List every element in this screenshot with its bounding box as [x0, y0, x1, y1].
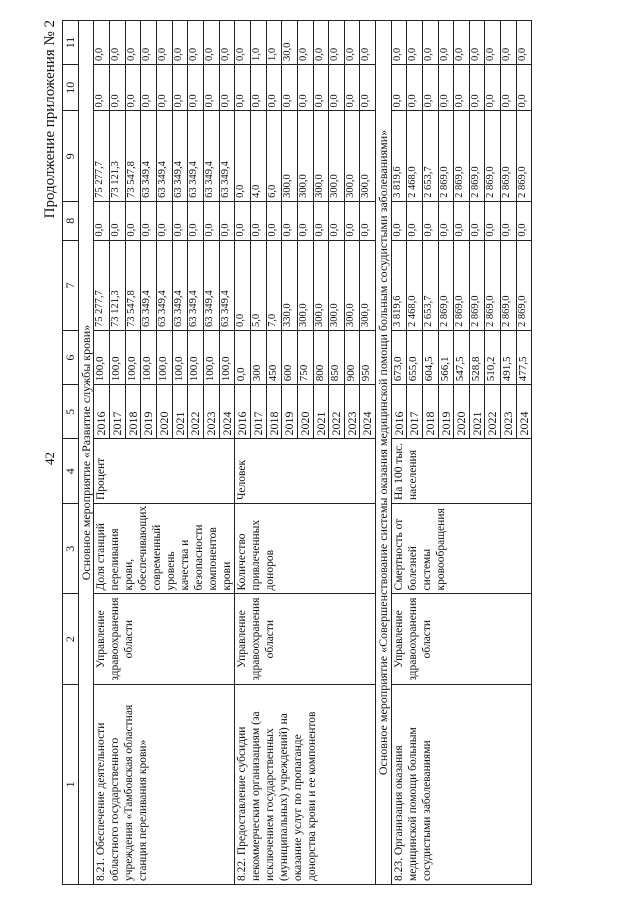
- value-cell: 0,0: [485, 201, 501, 240]
- value-cell: 0,0: [125, 21, 141, 65]
- table-body: [78, 21, 532, 885]
- value-cell: 0,0: [156, 21, 172, 65]
- value-cell: 0,0: [501, 201, 517, 240]
- section-header-row: [78, 21, 94, 885]
- value-cell: 300: [251, 331, 267, 385]
- value-cell: 0,0: [172, 21, 188, 65]
- value-cell: 300,0: [329, 240, 345, 330]
- value-cell: 0,0: [125, 65, 141, 111]
- value-cell: 100,0: [156, 331, 172, 385]
- year-cell: 2019: [282, 385, 298, 439]
- value-cell: 0,0: [219, 21, 235, 65]
- value-cell: 2 869,0: [469, 111, 485, 201]
- year-cell: 2023: [501, 385, 517, 439]
- value-cell: 2 468,0: [407, 111, 423, 201]
- col-header: 4: [63, 439, 79, 504]
- value-cell: 0,0: [438, 201, 454, 240]
- value-cell: 0,0: [156, 65, 172, 111]
- unit-of-measure: Процент: [94, 439, 235, 504]
- year-cell: 2016: [391, 385, 407, 439]
- year-cell: 2020: [454, 385, 470, 439]
- year-cell: 2017: [109, 385, 125, 439]
- activity-name: 8.22. Предоставление субсидии некоммерческим организациям (за исключением государственных (муниципальных) учреждений) на оказание услуг по пропаганде донорства крови и ее компонентов: [235, 684, 376, 884]
- value-cell: 1,0: [266, 21, 282, 65]
- value-cell: 0,0: [391, 201, 407, 240]
- value-cell: 0,0: [297, 201, 313, 240]
- value-cell: 73 121,3: [109, 240, 125, 330]
- value-cell: 63 349,4: [188, 111, 204, 201]
- value-cell: 63 349,4: [156, 111, 172, 201]
- value-cell: 0,0: [251, 65, 267, 111]
- value-cell: 750: [297, 331, 313, 385]
- value-cell: 0,0: [391, 21, 407, 65]
- value-cell: 673,0: [391, 331, 407, 385]
- value-cell: 2 869,0: [438, 111, 454, 201]
- value-cell: 604,5: [422, 331, 438, 385]
- value-cell: 300,0: [360, 111, 376, 201]
- col-header: 6: [63, 331, 79, 385]
- col-header: 7: [63, 240, 79, 330]
- value-cell: 300,0: [329, 111, 345, 201]
- col-header: 5: [63, 385, 79, 439]
- section-header-row: [376, 21, 392, 885]
- year-cell: 2022: [485, 385, 501, 439]
- year-cell: 2017: [407, 385, 423, 439]
- executor: Управление здравоохранения области: [94, 594, 235, 684]
- value-cell: 0,0: [407, 201, 423, 240]
- year-cell: 2016: [235, 385, 251, 439]
- value-cell: 3 819,6: [391, 111, 407, 201]
- year-cell: 2019: [438, 385, 454, 439]
- value-cell: 0,0: [329, 65, 345, 111]
- value-cell: 0,0: [501, 21, 517, 65]
- program-table: [62, 20, 532, 885]
- value-cell: 0,0: [516, 21, 532, 65]
- year-cell: 2021: [172, 385, 188, 439]
- value-cell: 0,0: [360, 201, 376, 240]
- value-cell: 100,0: [203, 331, 219, 385]
- value-cell: 63 349,4: [188, 240, 204, 330]
- value-cell: 63 349,4: [172, 240, 188, 330]
- value-cell: 2 869,0: [501, 111, 517, 201]
- value-cell: 63 349,4: [219, 111, 235, 201]
- value-cell: 0,0: [235, 21, 251, 65]
- value-cell: 450: [266, 331, 282, 385]
- value-cell: 330,0: [282, 240, 298, 330]
- value-cell: 477,5: [516, 331, 532, 385]
- value-cell: 300,0: [297, 240, 313, 330]
- value-cell: 0,0: [438, 65, 454, 111]
- table-row: [94, 21, 110, 885]
- value-cell: 0,0: [188, 201, 204, 240]
- value-cell: 300,0: [313, 111, 329, 201]
- value-cell: 0,0: [251, 201, 267, 240]
- year-cell: 2018: [266, 385, 282, 439]
- value-cell: 0,0: [469, 65, 485, 111]
- value-cell: 100,0: [172, 331, 188, 385]
- value-cell: 3 819,6: [391, 240, 407, 330]
- section-title: Основное мероприятие «Совершенствование системы оказания медицинской помощи больным сосудистыми заболеваниями»: [376, 21, 392, 885]
- value-cell: 63 349,4: [172, 111, 188, 201]
- value-cell: 300,0: [360, 240, 376, 330]
- value-cell: 0,0: [188, 65, 204, 111]
- value-cell: 0,0: [235, 331, 251, 385]
- value-cell: 0,0: [391, 65, 407, 111]
- value-cell: 0,0: [329, 201, 345, 240]
- value-cell: 0,0: [203, 201, 219, 240]
- year-cell: 2018: [125, 385, 141, 439]
- value-cell: 600: [282, 331, 298, 385]
- value-cell: 0,0: [313, 201, 329, 240]
- value-cell: 0,0: [297, 21, 313, 65]
- value-cell: 0,0: [297, 65, 313, 111]
- value-cell: 0,0: [485, 21, 501, 65]
- year-cell: 2020: [297, 385, 313, 439]
- year-cell: 2017: [251, 385, 267, 439]
- value-cell: 300,0: [344, 111, 360, 201]
- value-cell: 100,0: [125, 331, 141, 385]
- value-cell: 0,0: [344, 201, 360, 240]
- table-row: [235, 21, 251, 885]
- value-cell: 0,0: [422, 21, 438, 65]
- value-cell: 100,0: [219, 331, 235, 385]
- year-cell: 2023: [344, 385, 360, 439]
- col-header: 8: [63, 201, 79, 240]
- value-cell: 547,5: [454, 331, 470, 385]
- value-cell: 63 349,4: [219, 240, 235, 330]
- value-cell: 0,0: [407, 65, 423, 111]
- value-cell: 0,0: [94, 65, 110, 111]
- value-cell: 63 349,4: [141, 240, 157, 330]
- value-cell: 0,0: [125, 201, 141, 240]
- value-cell: 7,0: [266, 240, 282, 330]
- indicator-name: Количество привлеченных доноров: [235, 504, 376, 594]
- value-cell: 0,0: [454, 201, 470, 240]
- col-header: 11: [63, 21, 79, 65]
- value-cell: 0,0: [109, 201, 125, 240]
- value-cell: 0,0: [188, 21, 204, 65]
- value-cell: 100,0: [141, 331, 157, 385]
- value-cell: 950: [360, 331, 376, 385]
- value-cell: 0,0: [109, 65, 125, 111]
- value-cell: 100,0: [94, 331, 110, 385]
- value-cell: 0,0: [438, 21, 454, 65]
- value-cell: 2 869,0: [485, 111, 501, 201]
- value-cell: 2 869,0: [454, 111, 470, 201]
- value-cell: 0,0: [313, 65, 329, 111]
- year-cell: 2023: [203, 385, 219, 439]
- value-cell: 100,0: [188, 331, 204, 385]
- value-cell: 0,0: [469, 21, 485, 65]
- page-number: 42: [42, 452, 57, 465]
- value-cell: 0,0: [360, 21, 376, 65]
- activity-name: 8.23. Организация оказания медицинской помощи больным сосудистыми заболеваниями: [391, 684, 532, 884]
- year-cell: 2024: [360, 385, 376, 439]
- table-row: [391, 21, 407, 885]
- value-cell: 0,0: [422, 65, 438, 111]
- year-cell: 2024: [516, 385, 532, 439]
- section-title: Основное мероприятие «Развитие службы крови»: [78, 21, 94, 885]
- indicator-name: Смертность от болезней системы кровообращения: [391, 504, 532, 594]
- value-cell: 0,0: [282, 201, 298, 240]
- year-cell: 2019: [141, 385, 157, 439]
- value-cell: 0,0: [516, 65, 532, 111]
- value-cell: 4,0: [251, 111, 267, 201]
- value-cell: 900: [344, 331, 360, 385]
- value-cell: 75 277,7: [94, 240, 110, 330]
- year-cell: 2021: [469, 385, 485, 439]
- col-header: 10: [63, 65, 79, 111]
- value-cell: 0,0: [141, 21, 157, 65]
- col-header: 2: [63, 594, 79, 684]
- col-header: 9: [63, 111, 79, 201]
- value-cell: 2 653,7: [422, 240, 438, 330]
- value-cell: 6,0: [266, 111, 282, 201]
- value-cell: 0,0: [266, 201, 282, 240]
- year-cell: 2016: [94, 385, 110, 439]
- value-cell: 0,0: [219, 65, 235, 111]
- year-cell: 2024: [219, 385, 235, 439]
- value-cell: 0,0: [344, 21, 360, 65]
- value-cell: 0,0: [469, 201, 485, 240]
- value-cell: 1,0: [251, 21, 267, 65]
- value-cell: 0,0: [219, 201, 235, 240]
- value-cell: 73 121,3: [109, 111, 125, 201]
- value-cell: 850: [329, 331, 345, 385]
- year-cell: 2021: [313, 385, 329, 439]
- value-cell: 100,0: [109, 331, 125, 385]
- executor: Управление здравоохранения области: [235, 594, 376, 684]
- value-cell: 510,2: [485, 331, 501, 385]
- value-cell: 63 349,4: [203, 240, 219, 330]
- value-cell: 73 547,8: [125, 240, 141, 330]
- value-cell: 300,0: [313, 240, 329, 330]
- value-cell: 491,5: [501, 331, 517, 385]
- value-cell: 5,0: [251, 240, 267, 330]
- value-cell: 2 869,0: [454, 240, 470, 330]
- col-header: 1: [63, 684, 79, 884]
- value-cell: 0,0: [485, 65, 501, 111]
- year-cell: 2018: [422, 385, 438, 439]
- value-cell: 300,0: [344, 240, 360, 330]
- unit-of-measure: Человек: [235, 439, 376, 504]
- value-cell: 566,1: [438, 331, 454, 385]
- value-cell: 0,0: [266, 65, 282, 111]
- value-cell: 0,0: [94, 21, 110, 65]
- value-cell: 0,0: [203, 65, 219, 111]
- value-cell: 0,0: [156, 201, 172, 240]
- value-cell: 63 349,4: [156, 240, 172, 330]
- value-cell: 2 869,0: [485, 240, 501, 330]
- value-cell: 528,8: [469, 331, 485, 385]
- value-cell: 75 277,7: [94, 111, 110, 201]
- value-cell: 0,0: [203, 21, 219, 65]
- value-cell: 300,0: [297, 111, 313, 201]
- value-cell: 0,0: [172, 65, 188, 111]
- value-cell: 0,0: [501, 65, 517, 111]
- unit-of-measure: На 100 тыс. населения: [391, 439, 532, 504]
- year-cell: 2020: [156, 385, 172, 439]
- value-cell: 655,0: [407, 331, 423, 385]
- value-cell: 0,0: [329, 21, 345, 65]
- value-cell: 0,0: [235, 65, 251, 111]
- activity-name: 8.21. Обеспечение деятельности областного государственного учреждения «Тамбовская областная станция переливания крови»: [94, 684, 235, 884]
- value-cell: 0,0: [235, 111, 251, 201]
- value-cell: 2 468,0: [407, 240, 423, 330]
- value-cell: 0,0: [172, 201, 188, 240]
- value-cell: 800: [313, 331, 329, 385]
- col-header: 3: [63, 504, 79, 594]
- value-cell: 2 869,0: [516, 240, 532, 330]
- column-number-row: [63, 21, 79, 885]
- year-cell: 2022: [329, 385, 345, 439]
- value-cell: 0,0: [282, 65, 298, 111]
- year-cell: 2022: [188, 385, 204, 439]
- value-cell: 0,0: [360, 65, 376, 111]
- value-cell: 2 653,7: [422, 111, 438, 201]
- value-cell: 0,0: [235, 201, 251, 240]
- value-cell: 0,0: [141, 201, 157, 240]
- value-cell: 0,0: [344, 65, 360, 111]
- value-cell: 0,0: [516, 201, 532, 240]
- value-cell: 2 869,0: [516, 111, 532, 201]
- value-cell: 0,0: [454, 65, 470, 111]
- executor: Управление здравоохранения области: [391, 594, 532, 684]
- value-cell: 2 869,0: [438, 240, 454, 330]
- indicator-name: Доля станций переливания крови, обеспечивающих современный уровень качества и безопасности компонентов крови: [94, 504, 235, 594]
- value-cell: 0,0: [109, 21, 125, 65]
- value-cell: 0,0: [313, 21, 329, 65]
- value-cell: 300,0: [282, 111, 298, 201]
- value-cell: 0,0: [141, 65, 157, 111]
- value-cell: 0,0: [235, 240, 251, 330]
- value-cell: 30,0: [282, 21, 298, 65]
- value-cell: 0,0: [454, 21, 470, 65]
- value-cell: 0,0: [422, 201, 438, 240]
- value-cell: 0,0: [407, 21, 423, 65]
- value-cell: 2 869,0: [501, 240, 517, 330]
- value-cell: 0,0: [94, 201, 110, 240]
- value-cell: 2 869,0: [469, 240, 485, 330]
- value-cell: 73 547,8: [125, 111, 141, 201]
- appendix-header: Продолжение приложения № 2: [42, 20, 58, 219]
- value-cell: 63 349,4: [203, 111, 219, 201]
- value-cell: 63 349,4: [141, 111, 157, 201]
